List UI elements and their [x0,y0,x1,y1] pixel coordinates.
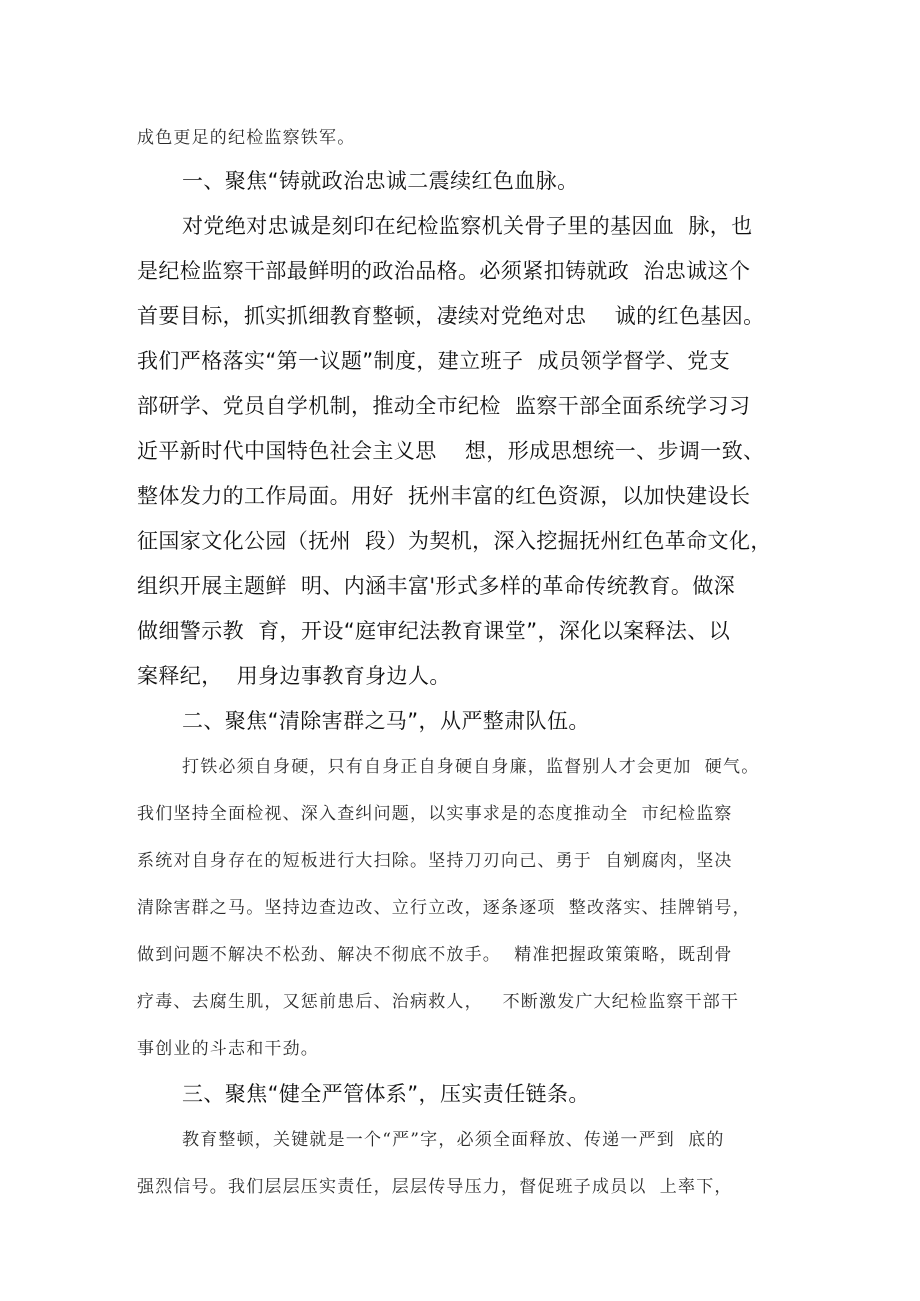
paragraph-line: 近平新时代中国特色社会主义思 想，形成思想统一、步调一致、 [137,439,765,463]
paragraph-line: 事创业的斗志和干劲。 [137,1039,319,1059]
paragraph-line: 征国家文化公园（抚州 段）为契机，深入挖掘抚州红色革命文化， [137,529,772,553]
paragraph-line: 整体发力的工作局面。用好 抚州丰富的红色资源，以加快建设长 [137,484,751,508]
paragraph-line: 部研学、党员自学机制，推动全市纪检 监察干部全面系统学习习 [137,394,751,418]
paragraph-line: 教育整顿，关键就是一个“严”字，必须全面释放、传递一严到 底的 [182,1130,725,1150]
paragraph-line: 清除害群之马。坚持边查边改、立行立改，逐条逐项 整改落实、挂牌销号， [137,898,751,918]
paragraph-line: 做细警示教 育，开设“庭审纪法教育课堂”，深化以案释法、以 [137,619,731,643]
paragraph-line: 强烈信号。我们层层压实责任，层层传导压力，督促班子成员以 上率下， [137,1177,733,1197]
paragraph-line: 做到问题不解决不松劲、解决不彻底不放手。 精准把握政策策略，既刮骨 [137,945,733,965]
intro-line: 成色更足的纪检监察铁军。 [137,128,356,148]
paragraph-line: 对党绝对忠诚是刻印在纪检监察机关骨子里的基因血 脉，也 [182,214,753,238]
paragraph-line: 是纪检监察干部最鲜明的政治品格。必须紧扣铸就政 治忠诚这个 [137,259,751,283]
paragraph-line: 我们坚持全面检视、深入查纠问题，以实事求是的态度推动全 市纪检监察 [137,804,733,824]
paragraph-line: 打铁必须自身硬，只有自身正自身硬自身廉，监督别人才会更加 硬气。 [182,757,760,777]
paragraph-line: 我们严格落实“第一议题”制度，建立班子 成员领学督学、党支 [137,349,731,373]
section-3-heading: 三、聚焦“健全严管体系”，压实责任链条。 [182,1082,590,1106]
paragraph-line: 系统对自身存在的短板进行大扫除。坚持刀刃向己、勇于 自剜腐肉，坚决 [137,851,733,871]
paragraph-line: 组织开展主题鲜 明、内涵丰富'形式多样的革命传统教育。做深 [137,574,736,598]
paragraph-line: 疗毒、去腐生肌，又惩前患后、治病救人， 不断激发广大纪检监察干部干 [137,992,740,1012]
section-1-heading: 一、聚焦“铸就政治忠诚二震续红色血脉。 [182,169,579,193]
paragraph-line: 首要目标，抓实抓细教育整顿，凄续对党绝对忠 诚的红色基因。 [137,304,765,328]
paragraph-line: 案释纪， 用身边事教育身边人。 [137,664,451,688]
section-2-heading: 二、聚焦“清除害群之马”，从严整肃队伍。 [182,709,590,733]
